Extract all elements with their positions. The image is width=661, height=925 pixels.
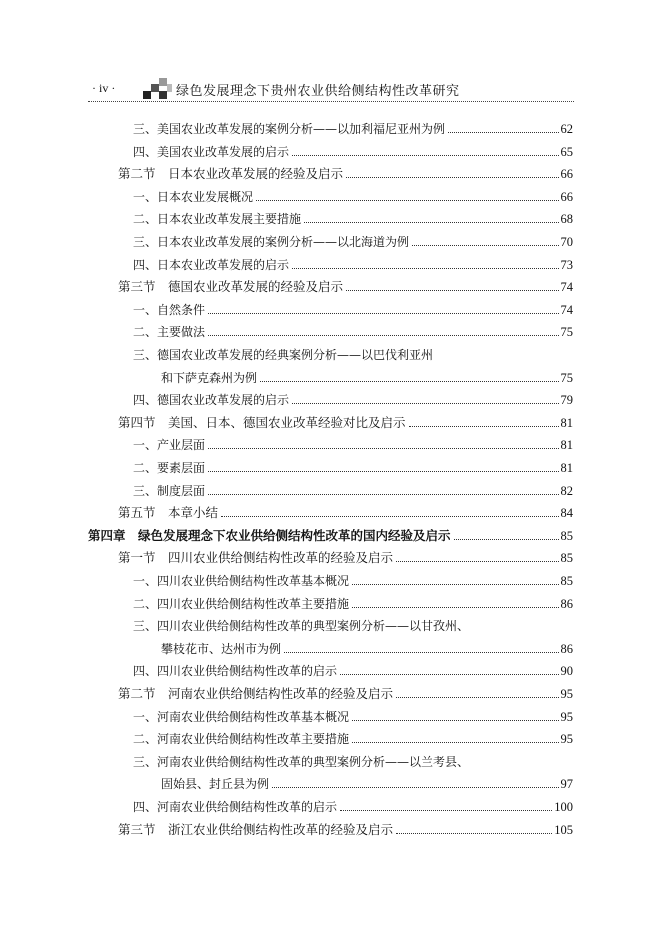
- toc-page-number: 86: [560, 596, 573, 611]
- toc-subsection-entry[interactable]: [0, 659, 573, 679]
- toc-entry-title: 一、日本农业发展概况: [133, 189, 254, 204]
- toc-page-number: 84: [560, 506, 573, 521]
- toc-entry-title: 攀枝花市、达州市为例: [161, 641, 282, 656]
- toc-leader-dots: [284, 651, 558, 653]
- page-number: · iv ·: [92, 81, 116, 95]
- toc-page-number: 73: [560, 257, 573, 272]
- toc-page-number: 70: [560, 235, 573, 249]
- toc-subsection-entry[interactable]: [0, 772, 573, 792]
- toc-entry-title: 和下萨克森州为例: [161, 370, 258, 385]
- toc-entry-title: 三、制度层面: [133, 483, 206, 498]
- toc-subsection-entry[interactable]: [0, 253, 573, 273]
- toc-leader-dots: [346, 176, 558, 178]
- toc-entry-title: 第三节 德国农业改革发展的经验及启示: [118, 279, 344, 295]
- toc-entry-title: 一、产业层面: [133, 438, 206, 453]
- toc-leader-dots: [448, 131, 558, 133]
- toc-page-number: 62: [560, 122, 573, 136]
- toc-page-number: 74: [560, 302, 573, 317]
- toc-page-number: 82: [560, 483, 573, 498]
- toc-leader-dots: [256, 199, 558, 201]
- toc-leader-dots: [292, 154, 558, 156]
- toc-subsection-entry[interactable]: [0, 479, 573, 499]
- toc-leader-dots: [352, 719, 558, 721]
- toc-leader-dots: [272, 786, 558, 788]
- toc-entry-title: 二、河南农业供给侧结构性改革主要措施: [133, 732, 350, 747]
- toc-page-number: 75: [560, 370, 573, 385]
- toc-entry-title: 二、四川农业供给侧结构性改革主要措施: [133, 596, 350, 611]
- toc-leader-dots: [454, 538, 559, 540]
- toc-entry-title: 二、主要做法: [133, 325, 206, 340]
- toc-leader-dots: [208, 312, 558, 314]
- toc-page-number: 95: [560, 732, 573, 747]
- toc-leader-dots: [260, 380, 558, 382]
- toc-page-number: 85: [560, 551, 573, 566]
- toc-page-number: 81: [560, 461, 573, 475]
- toc-entry-title: 三、河南农业供给侧结构性改革的典型案例分析——以兰考县、: [133, 754, 470, 769]
- toc-entry-title: 三、德国农业改革发展的经典案例分析——以巴伐利亚州: [133, 348, 434, 362]
- toc-page-number: 81: [560, 438, 573, 453]
- toc-leader-dots: [208, 447, 558, 449]
- toc-leader-dots: [352, 583, 558, 585]
- toc-subsection-entry[interactable]: [0, 366, 573, 386]
- toc-section-entry[interactable]: [0, 275, 573, 295]
- toc-entry-title: 二、日本农业改革发展主要措施: [133, 212, 302, 227]
- toc-page-number: 65: [560, 144, 573, 159]
- toc-entry-title: 三、四川农业供给侧结构性改革的典型案例分析——以甘孜州、: [133, 619, 470, 634]
- book-title: 绿色发展理念下贵州农业供给侧结构性改革研究: [176, 84, 460, 99]
- toc-subsection-entry[interactable]: [0, 795, 573, 815]
- toc-subsection-entry[interactable]: [0, 750, 573, 770]
- toc-leader-dots: [208, 334, 558, 336]
- toc-entry-title: 第五节 本章小结: [118, 505, 219, 521]
- toc-leader-dots: [340, 673, 558, 675]
- toc-chapter-entry[interactable]: [0, 524, 573, 544]
- toc-page-number: 79: [560, 393, 573, 408]
- toc-entry-title: 四、德国农业改革发展的启示: [133, 393, 290, 408]
- toc-leader-dots: [292, 402, 558, 404]
- toc-leader-dots: [352, 741, 558, 743]
- toc-page-number: 66: [560, 189, 573, 204]
- toc-page-number: 74: [560, 280, 573, 295]
- toc-leader-dots: [340, 809, 552, 811]
- toc-leader-dots: [412, 244, 558, 246]
- toc-subsection-entry[interactable]: [0, 614, 573, 634]
- toc-page-number: 85: [560, 528, 573, 543]
- toc-page-number: 100: [554, 800, 573, 814]
- toc-subsection-entry[interactable]: [0, 343, 573, 363]
- toc-entry-title: 一、四川农业供给侧结构性改革基本概况: [133, 574, 350, 588]
- toc-subsection-entry[interactable]: [0, 705, 573, 725]
- toc-leader-dots: [396, 832, 552, 834]
- toc-entry-title: 四、河南农业供给侧结构性改革的启示: [133, 800, 338, 814]
- toc-entry-title: 一、自然条件: [133, 302, 206, 317]
- toc-entry-title: 第四节 美国、日本、德国农业改革经验对比及启示: [118, 414, 406, 430]
- toc-page-number: 90: [560, 664, 573, 679]
- toc-section-entry[interactable]: [0, 501, 573, 521]
- toc-subsection-entry[interactable]: [0, 207, 573, 227]
- toc-entry-title: 三、日本农业改革发展的案例分析——以北海道为例: [133, 235, 410, 249]
- toc-entry-title: 第二节 河南农业供给侧结构性改革的经验及启示: [118, 686, 394, 701]
- toc-section-entry[interactable]: [0, 162, 573, 182]
- toc-leader-dots: [221, 515, 558, 517]
- toc-leader-dots: [352, 606, 558, 608]
- toc-entry-title: 第一节 四川农业供给侧结构性改革的经验及启示: [118, 550, 394, 566]
- toc-subsection-entry[interactable]: [0, 569, 573, 589]
- toc-page-number: 95: [560, 709, 573, 724]
- toc-leader-dots: [208, 493, 558, 495]
- toc-entry-title: 固始县、封丘县为例: [161, 777, 270, 792]
- toc-subsection-entry[interactable]: [0, 185, 573, 205]
- toc-entry-title: 三、美国农业改革发展的案例分析——以加利福尼亚州为例: [133, 122, 446, 136]
- toc-entry-title: 第二节 日本农业改革发展的经验及启示: [118, 166, 344, 182]
- toc-leader-dots: [396, 696, 558, 698]
- toc-entry-title: 一、河南农业供给侧结构性改革基本概况: [133, 709, 350, 724]
- toc-section-entry[interactable]: [0, 411, 573, 431]
- toc-page-number: 85: [560, 574, 573, 588]
- toc-entry-title: 四、美国农业改革发展的启示: [133, 144, 290, 159]
- toc-subsection-entry[interactable]: [0, 298, 573, 318]
- toc-page-number: 66: [560, 167, 573, 182]
- toc-subsection-entry[interactable]: [0, 727, 573, 747]
- toc-leader-dots: [292, 267, 558, 269]
- toc-subsection-entry[interactable]: [0, 117, 573, 137]
- toc-page-number: 81: [560, 415, 573, 430]
- toc-entry-title: 四、四川农业供给侧结构性改革的启示: [133, 664, 338, 679]
- toc-page-number: 97: [560, 777, 573, 792]
- toc-subsection-entry[interactable]: [0, 140, 573, 160]
- toc-page-number: 86: [560, 641, 573, 656]
- toc-page-number: 105: [554, 822, 573, 837]
- toc-section-entry[interactable]: [0, 546, 573, 566]
- toc-page-number: 75: [560, 325, 573, 340]
- toc-entry-title: 第三节 浙江农业供给侧结构性改革的经验及启示: [118, 821, 394, 837]
- toc-entry-title: 二、要素层面: [133, 461, 206, 475]
- toc-subsection-entry[interactable]: [0, 637, 573, 657]
- toc-entry-title: 第四章 绿色发展理念下农业供给侧结构性改革的国内经验及启示: [88, 527, 451, 543]
- toc-leader-dots: [396, 560, 558, 562]
- toc-subsection-entry[interactable]: [0, 388, 573, 408]
- toc-leader-dots: [346, 289, 558, 291]
- toc-subsection-entry[interactable]: [0, 592, 573, 612]
- toc-leader-dots: [409, 425, 559, 427]
- toc-page-number: 95: [560, 687, 573, 701]
- toc-entry-title: 四、日本农业改革发展的启示: [133, 257, 290, 272]
- toc-subsection-entry[interactable]: [0, 320, 573, 340]
- toc-page-number: 68: [560, 212, 573, 227]
- toc-subsection-entry[interactable]: [0, 230, 573, 250]
- toc-subsection-entry[interactable]: [0, 456, 573, 476]
- toc-leader-dots: [208, 470, 558, 472]
- toc-leader-dots: [304, 221, 558, 223]
- toc-section-entry[interactable]: [0, 818, 573, 838]
- toc-subsection-entry[interactable]: [0, 433, 573, 453]
- toc-section-entry[interactable]: [0, 682, 573, 702]
